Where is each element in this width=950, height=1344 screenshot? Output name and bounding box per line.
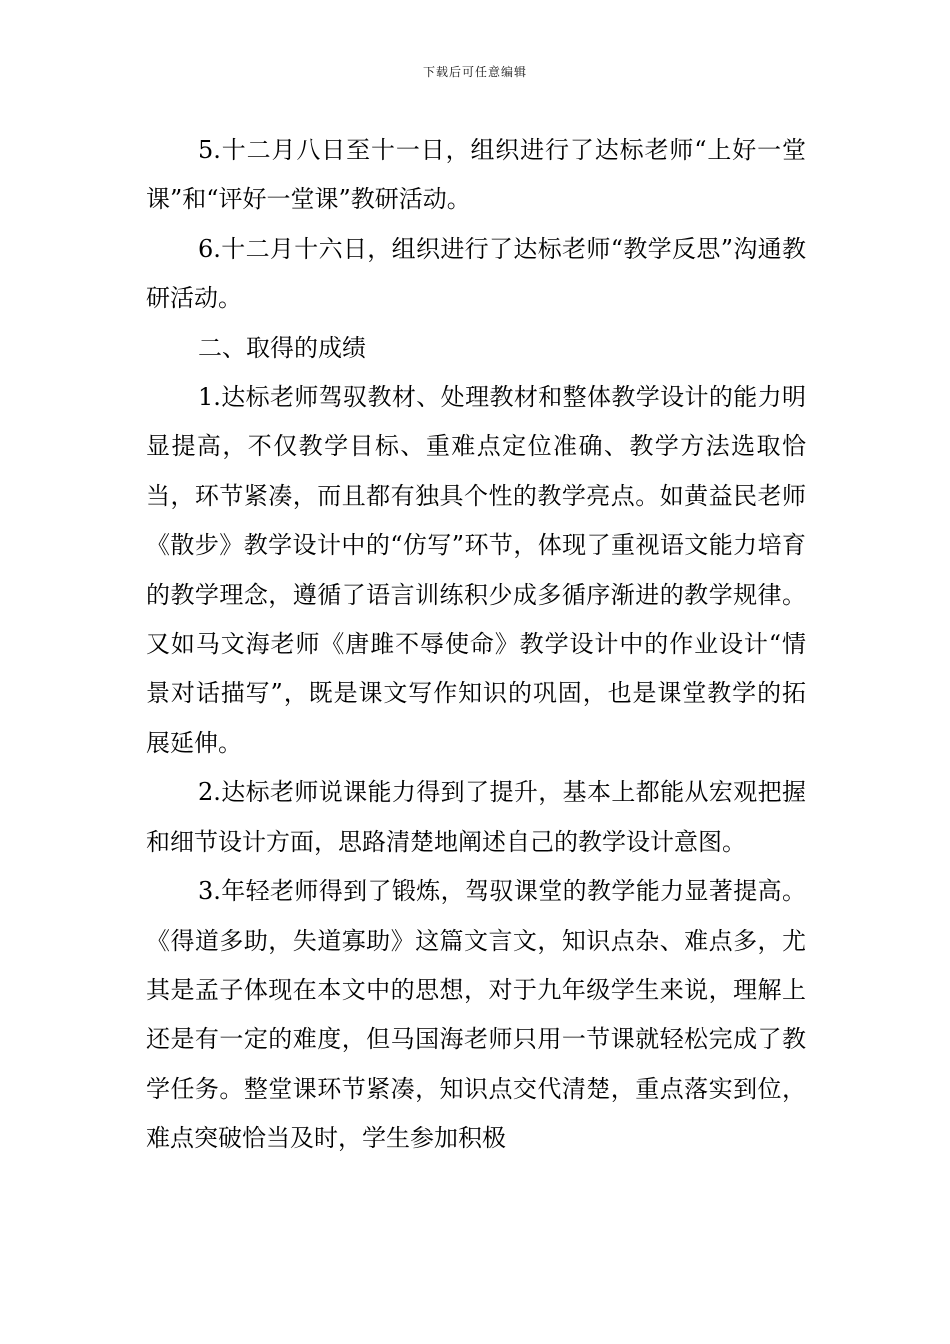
document-body (146, 126, 806, 1164)
paragraph-achievement-3: 3.年轻老师得到了锻炼，驾驭课堂的教学能力显著提高。《得道多助，失道寡助》这篇文言文，知识点杂、难点多，尤其是孟子体现在本文中的思想，对于九年级学生来说，理解上还是有一定的难度，但马国海老师只用一节课就轻松完成了教学任务。整堂课环节紧凑，知识点交代清楚，重点落实到位，难点突破恰当及时，学生参加积极 (146, 877, 806, 1153)
paragraph-achievement-1: 1.达标老师驾驭教材、处理教材和整体教学设计的能力明显提高，不仅教学目标、重难点定位准确、教学方法选取恰当，环节紧凑，而且都有独具个性的教学亮点。如黄益民老师《散步》教学设计中的“仿写”环节，体现了重视语文能力培育的教学理念，遵循了语言训练积少成多循序渐进的教学规律。又如马文海老师《唐雎不辱使命》教学设计中的作业设计“情景对话描写”，既是课文写作知识的巩固，也是课堂教学的拓展延伸。 (146, 383, 806, 757)
paragraph-item-5: 5.十二月八日至十一日，组织进行了达标老师“上好一堂课”和“评好一堂课”教研活动。 (146, 136, 806, 214)
paragraph-achievement-2: 2.达标老师说课能力得到了提升，基本上都能从宏观把握和细节设计方面，思路清楚地阐述自己的教学设计意图。 (146, 778, 806, 856)
paragraph-item-6: 6.十二月十六日，组织进行了达标老师“教学反思”沟通教研活动。 (146, 234, 806, 313)
section-heading-achievements: 二、取得的成绩 (198, 333, 366, 362)
page-header: 下载后可任意编辑 (422, 65, 527, 79)
